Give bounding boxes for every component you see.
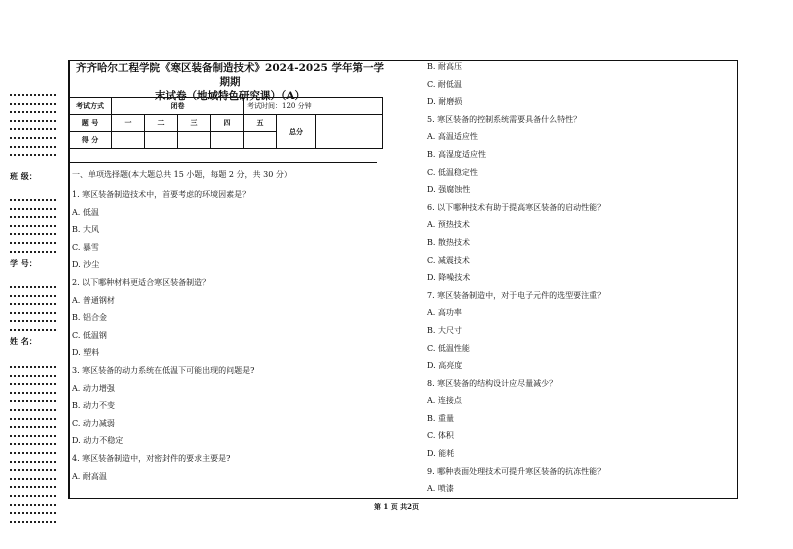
answer-option: D. 高亮度 (427, 361, 463, 371)
answer-option: D. 耐磨损 (427, 97, 463, 107)
answer-option: C. 减震技术 (427, 255, 470, 265)
exam-mode-label: 考试方式 (69, 98, 112, 115)
question-stem: 2. 以下哪种材料更适合寒区装备制造？ (72, 277, 211, 287)
dot-row (10, 117, 56, 126)
left-question-column (72, 186, 254, 485)
answer-option: B. 重量 (427, 413, 454, 423)
question-stem: 9. 哪种表面处理技术可提升寒区装备的抗冻性能？ (427, 466, 606, 476)
student-id-label: 学 号： (10, 258, 37, 268)
answer-option: A. 喷漆 (427, 484, 454, 494)
dot-row (10, 222, 56, 231)
answer-option: C. 耐低温 (427, 79, 462, 89)
answer-option: B. 铝合金 (72, 313, 107, 323)
dot-row (10, 389, 56, 398)
question-stem: 1. 寒区装备制造技术中，首要考虑的环境因素是？ (72, 190, 251, 199)
answer-option: A. 高温适应性 (427, 132, 478, 142)
dot-row (10, 406, 56, 415)
answer-option: D. 强腐蚀性 (427, 185, 471, 195)
question-stem: 4. 寒区装备制造中，对密封件的要求主要是? (72, 453, 231, 463)
col-header: 一 (112, 115, 145, 132)
dot-row (10, 432, 56, 441)
dot-row (10, 213, 56, 222)
score-cell (244, 132, 277, 149)
score-label: 得 分 (69, 132, 112, 149)
score-cell (112, 132, 145, 149)
total-cell (316, 115, 383, 149)
question-stem: 8. 寒区装备的结构设计应尽量减少？ (427, 378, 558, 388)
score-cell (211, 132, 244, 149)
exam-time: 考试时间：120 分钟 (244, 98, 383, 115)
score-cell (178, 132, 211, 149)
dot-row (10, 108, 56, 117)
exam-mode-value: 闭卷 (112, 98, 244, 115)
answer-option: B. 散热技术 (427, 237, 470, 247)
answer-option: B. 大尺寸 (427, 325, 462, 335)
dot-row (10, 205, 56, 214)
answer-option: A. 普通钢材 (72, 295, 115, 305)
score-table (68, 97, 383, 149)
class-label: 班 级： (10, 171, 37, 181)
name-label: 姓 名： (10, 336, 37, 346)
question-no-label: 题 号 (69, 115, 112, 132)
col-header: 五 (244, 115, 277, 132)
section-heading: 一、单项选择题(本大题总共 15 小题，每题 2 分，共 30 分） (72, 170, 292, 179)
answer-option: A. 耐高温 (72, 471, 107, 481)
dot-row (10, 230, 56, 239)
dot-row (10, 292, 56, 301)
answer-option: C. 体积 (427, 431, 454, 441)
dot-row (10, 125, 56, 134)
question-stem: 6. 以下哪种技术有助于提高寒区装备的启动性能？ (427, 202, 606, 212)
dot-row (10, 134, 56, 143)
col-header: 四 (211, 115, 244, 132)
answer-option: A. 高功率 (427, 308, 462, 318)
dot-row (10, 143, 56, 152)
answer-option: C. 暴雪 (72, 242, 99, 252)
answer-option: B. 高湿度适应性 (427, 149, 486, 159)
page-footer: 第 1 页 共2页 (373, 502, 420, 511)
binding-line-dots (10, 196, 56, 256)
title-line-2: 末试卷（地域特色研究课）（A） (155, 90, 305, 102)
dot-row (10, 248, 56, 257)
binding-line-dots (10, 91, 56, 160)
dot-row (10, 239, 56, 248)
answer-option: B. 大风 (72, 225, 99, 235)
dot-row (10, 397, 56, 406)
answer-option: C. 低温稳定性 (427, 167, 478, 177)
dot-row (10, 518, 56, 527)
answer-option: A. 连接点 (427, 396, 462, 406)
dot-row (10, 363, 56, 372)
binding-line-dots (10, 283, 56, 335)
answer-option: D. 沙尘 (72, 260, 100, 270)
dot-row (10, 440, 56, 449)
dot-row (10, 309, 56, 318)
score-cell (145, 132, 178, 149)
divider (68, 162, 377, 163)
dot-row (10, 326, 56, 335)
dot-row (10, 372, 56, 381)
question-stem: 7. 寒区装备制造中，对于电子元件的选型要注重？ (427, 290, 606, 300)
dot-row (10, 91, 56, 100)
answer-option: C. 低温性能 (427, 343, 470, 353)
dot-row (10, 151, 56, 160)
dot-row (10, 458, 56, 467)
dot-row (10, 449, 56, 458)
answer-option: C. 低温钢 (72, 330, 107, 340)
col-header: 三 (178, 115, 211, 132)
dot-row (10, 283, 56, 292)
question-stem: 5. 寒区装备的控制系统需要具备什么特性？ (427, 114, 582, 124)
answer-option: A. 预热技术 (427, 220, 470, 230)
answer-option: A. 动力增强 (72, 383, 115, 393)
question-stem: 3. 寒区装备的动力系统在低温下可能出现的问题是? (72, 365, 255, 375)
dot-row (10, 100, 56, 109)
dot-row (10, 492, 56, 501)
dot-row (10, 415, 56, 424)
right-question-column (427, 58, 605, 498)
dot-row (10, 475, 56, 484)
title-line-1: 齐齐哈尔工程学院《寒区装备制造技术》2024-2025 学年第一学期期 (76, 62, 384, 88)
answer-option: D. 能耗 (427, 449, 455, 459)
dot-row (10, 317, 56, 326)
col-header: 二 (145, 115, 178, 132)
answer-option: D. 动力不稳定 (72, 436, 124, 446)
answer-option: A. 低温 (72, 207, 99, 217)
dot-row (10, 196, 56, 205)
total-label: 总分 (277, 115, 316, 149)
answer-option: B. 动力不变 (72, 401, 115, 411)
answer-option: B. 耐高压 (427, 62, 462, 71)
dot-row (10, 483, 56, 492)
dot-row (10, 423, 56, 432)
dot-row (10, 300, 56, 309)
answer-option: D. 塑料 (72, 348, 100, 358)
answer-option: D. 降噪技术 (427, 273, 471, 283)
answer-option: C. 动力减弱 (72, 418, 115, 428)
dot-row (10, 380, 56, 389)
dot-row (10, 466, 56, 475)
